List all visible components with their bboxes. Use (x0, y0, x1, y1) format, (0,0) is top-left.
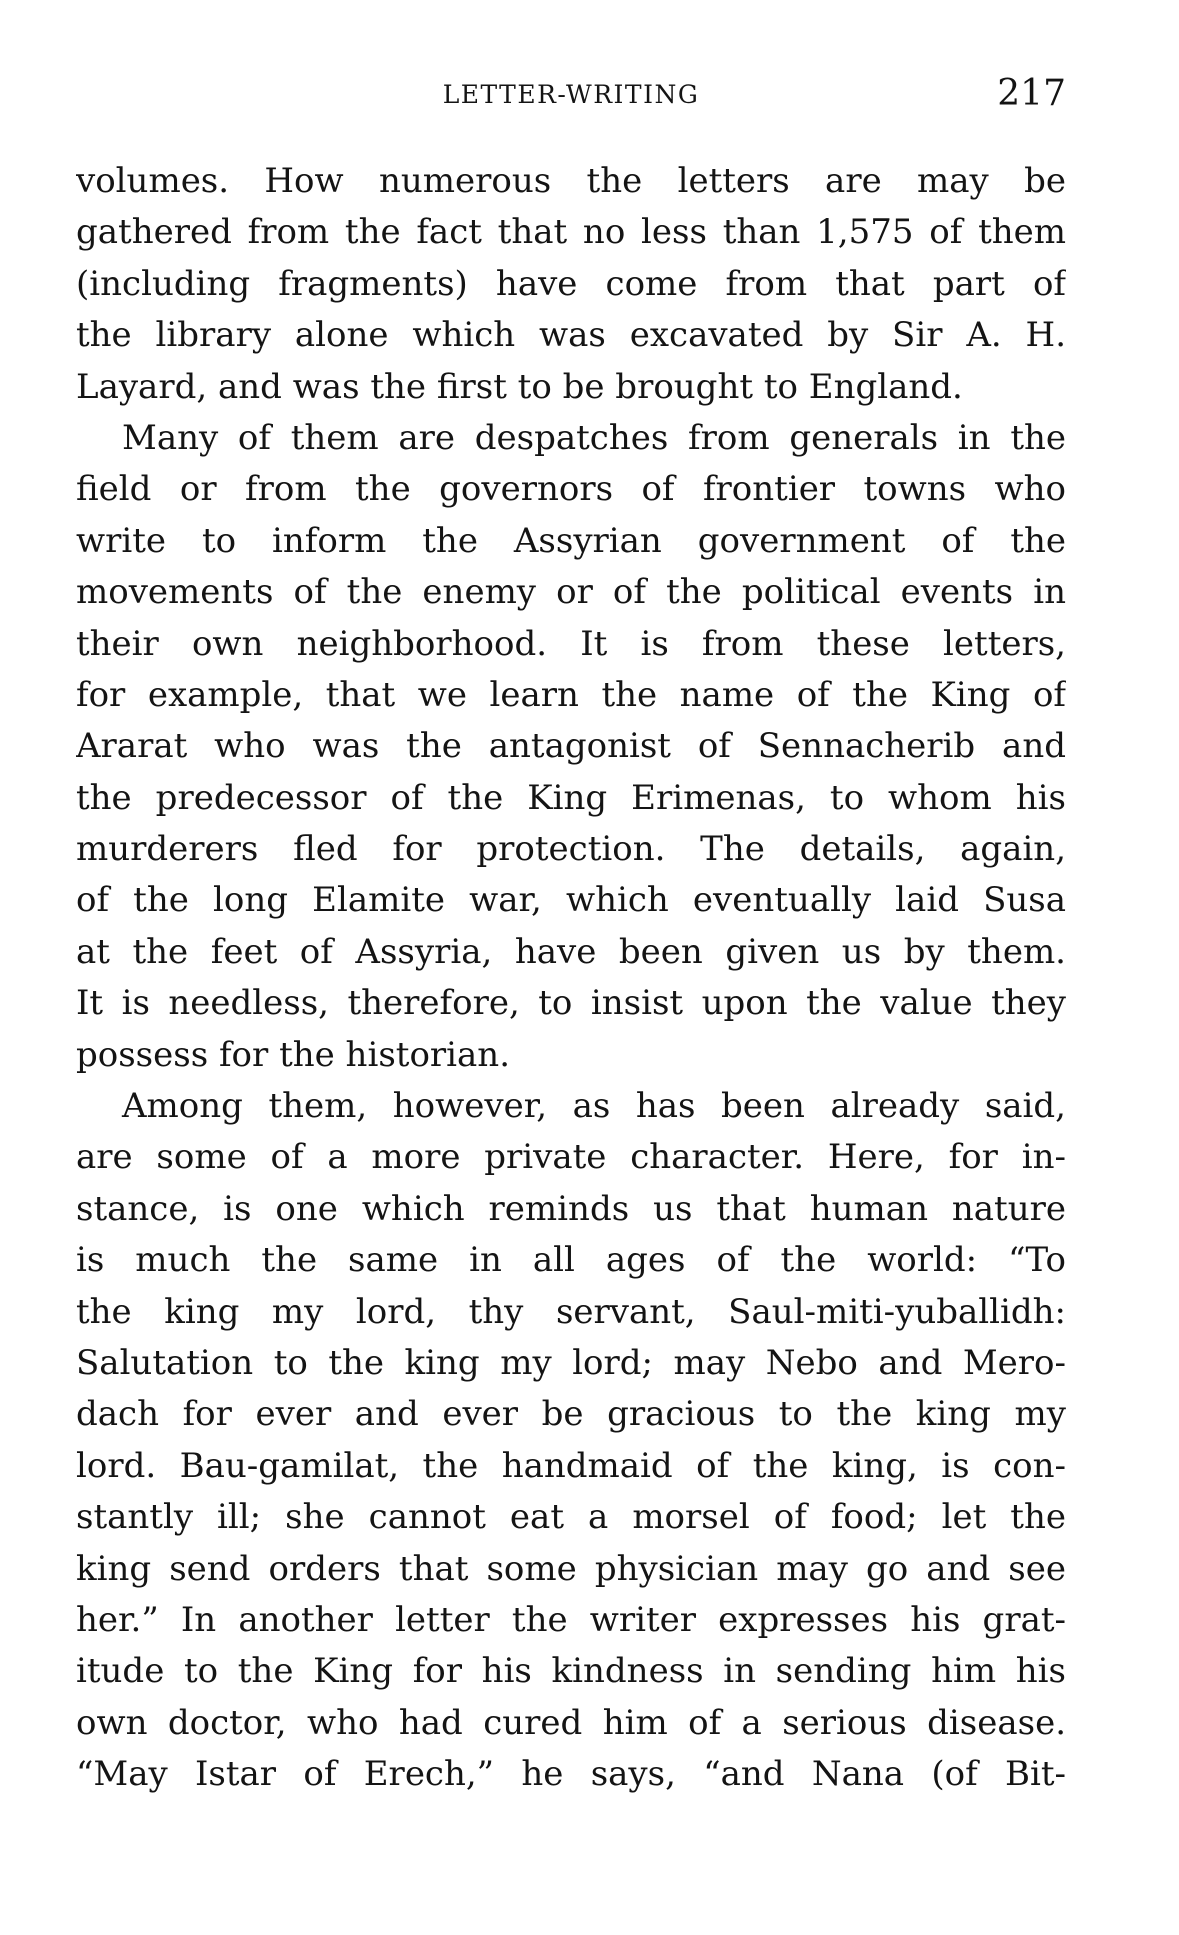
running-title: LETTER-WRITING (442, 80, 700, 109)
text-line: Salutation to the king my lord; may Nebo and Mero- (76, 1342, 1066, 1383)
text-line: field or from the governors of frontier towns who (76, 469, 1066, 510)
text-line: own doctor, who had cured him of a serious disease. (76, 1702, 1066, 1743)
text-line: murderers fled for protection. The details, again, (76, 829, 1066, 870)
paragraph-first-line: Among them, however, as has been already said, (122, 1086, 1066, 1127)
text-line: stantly ill; she cannot eat a morsel of food; let the (76, 1497, 1066, 1538)
paragraph-first-line: Many of them are despatches from generals in the (122, 417, 1066, 458)
text-line: the library alone which was excavated by Sir A. H. (76, 315, 1066, 356)
text-line: is much the same in all ages of the world: “To (76, 1240, 1066, 1281)
text-line: are some of a more private character. Here, for in- (76, 1137, 1066, 1178)
text-line: lord. Bau-gamilat, the handmaid of the king, is con- (76, 1445, 1066, 1486)
text-line: at the feet of Assyria, have been given us by them. (76, 931, 1066, 972)
text-line: possess for the historian. (76, 1034, 511, 1075)
text-line: volumes. How numerous the letters are may be (76, 161, 1066, 201)
text-line: (including fragments) have come from that part of (76, 263, 1066, 304)
text-line: It is needless, therefore, to insist upon the value they (76, 983, 1066, 1024)
text-line: write to inform the Assyrian government of the (76, 520, 1066, 561)
text-line: for example, that we learn the name of the King of (76, 674, 1066, 715)
text-line: the king my lord, thy servant, Saul-miti-yuballidh: (76, 1291, 1066, 1332)
text-line: her.” In another letter the writer expresses his grat- (76, 1599, 1066, 1640)
page-number: 217 (997, 73, 1066, 114)
text-line: their own neighborhood. It is from these letters, (76, 623, 1066, 664)
text-line: stance, is one which reminds us that human nature (76, 1188, 1066, 1229)
text-line: the predecessor of the King Erimenas, to whom his (76, 777, 1066, 818)
text-line: king send orders that some physician may go and see (76, 1548, 1066, 1589)
book-page (76, 70, 1066, 1801)
text-line: of the long Elamite war, which eventually laid Susa (76, 880, 1066, 921)
text-line: Layard, and was the first to be brought to England. (76, 366, 963, 407)
running-head (76, 70, 1066, 130)
text-line: “May Istar of Erech,” he says, “and Nana (of Bit- (76, 1754, 1066, 1795)
text-line: Ararat who was the antagonist of Sennacherib and (76, 726, 1066, 767)
text-line: dach for ever and ever be gracious to the king my (76, 1394, 1066, 1435)
text-line: movements of the enemy or of the political events in (76, 572, 1066, 613)
text-line: gathered from the fact that no less than 1,575 of them (76, 212, 1066, 253)
body-text (76, 156, 1066, 1801)
text-line: itude to the King for his kindness in sending him his (76, 1651, 1066, 1692)
